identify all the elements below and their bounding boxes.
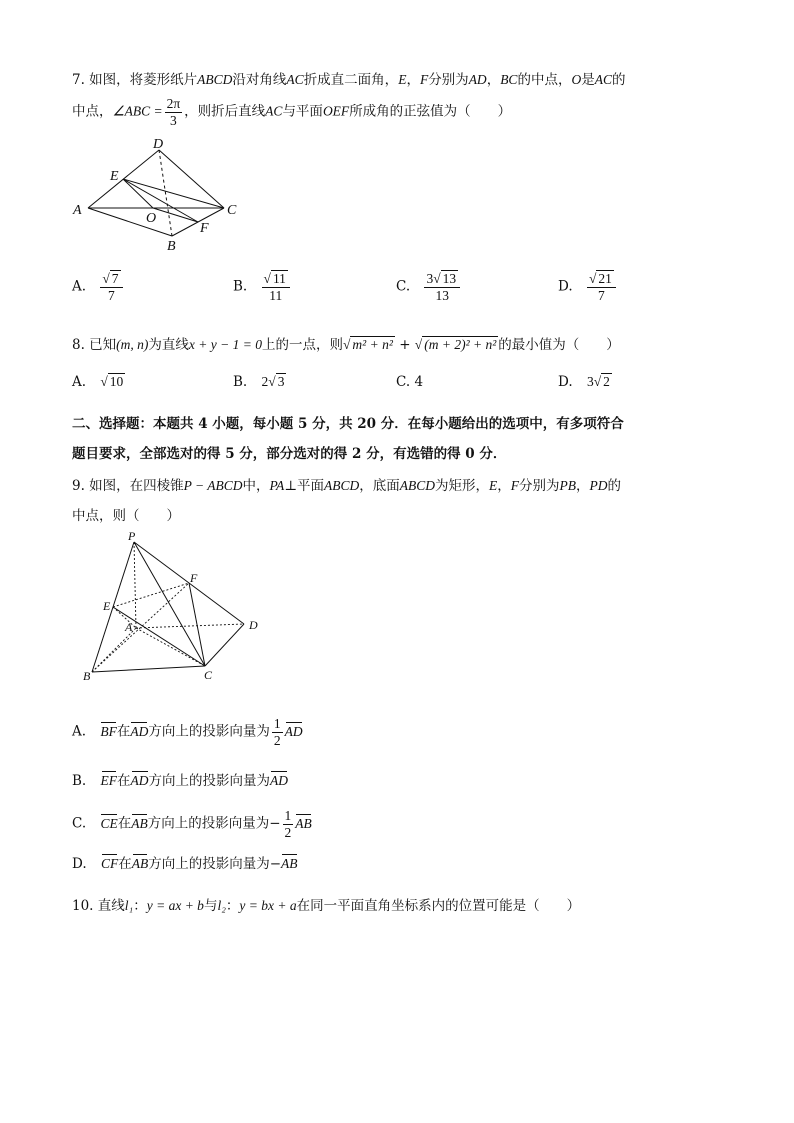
q10-eq1: y = ax + b [146, 898, 204, 913]
vector: AB [131, 813, 148, 832]
q7-e: E [398, 72, 407, 87]
q10-text: 在同一平面直角坐标系内的位置可能是（ ） [296, 898, 581, 914]
q10-text: 10. 直线 [72, 898, 125, 914]
q7-text: 的中点， [517, 72, 572, 88]
q8-text: 上的一点，则 [262, 337, 343, 353]
q8-plus: + [399, 337, 411, 353]
frac-den: 3 [170, 112, 177, 128]
edge-EF [123, 179, 198, 222]
q7-text: 7. 如图，将菱形纸片 [72, 72, 198, 88]
q8-sqrt1: √ m² + n² [343, 337, 393, 352]
q8-stem [72, 333, 620, 353]
q7-option-c[interactable] [396, 271, 462, 303]
label-C: C [204, 668, 213, 682]
q7-ac: AC [594, 72, 612, 87]
q9-line1 [72, 474, 621, 494]
q7-option-d[interactable] [558, 271, 618, 303]
vector: AD [131, 770, 149, 789]
frac-den: 7 [598, 287, 605, 303]
q8-eq: x + y − 1 = 0 [188, 337, 262, 352]
label-O: O [146, 211, 157, 226]
q7-comma: ， [406, 72, 420, 88]
q7-text: 沿对角线 [232, 72, 287, 88]
q9-pa: PA [269, 478, 285, 493]
sign: − [269, 815, 281, 832]
label-D: D [249, 618, 258, 632]
option-text: 方向上的投影向量为 [147, 815, 270, 832]
option-value: 4 [414, 374, 424, 390]
option-text: 在 [118, 856, 132, 872]
vector: AD [130, 721, 148, 740]
frac-den: 2 [273, 732, 281, 748]
vector: EF [101, 770, 118, 789]
label-F: F [200, 221, 209, 236]
q9-e: E [489, 478, 498, 493]
q9-abcd: ABCD [324, 478, 360, 493]
q9-text: 中， [242, 478, 270, 494]
q9-pabcd: P − ABCD [183, 478, 243, 493]
q7-figure [66, 136, 256, 254]
q8-option-a[interactable] [72, 374, 125, 390]
q7-o: O [571, 72, 582, 87]
edge-PA [134, 542, 136, 628]
option-label: A. [72, 723, 87, 740]
q7-angle: ∠ABC = [112, 103, 163, 119]
q7-comma: ， [486, 72, 501, 88]
q7-line2 [72, 96, 511, 128]
frac-num: 2π [166, 96, 181, 111]
option-text: 在 [117, 773, 131, 789]
vector: AD [285, 721, 303, 740]
sign: − [269, 856, 282, 872]
q7-text: 中点， [72, 103, 113, 120]
label-C: C [227, 203, 237, 218]
radicand: 2 [603, 374, 610, 389]
q10-l1: l₁ [124, 898, 134, 913]
label-P: P [128, 532, 136, 543]
q8-text: 的最小值为（ ） [498, 337, 620, 353]
option-text: 在 [116, 723, 131, 740]
label-D: D [153, 137, 164, 152]
edge-DC [159, 150, 224, 208]
q7-angle-frac [165, 96, 183, 128]
q8-option-c[interactable] [396, 374, 423, 390]
q7-bc: BC [500, 72, 518, 87]
label-F: F [190, 571, 198, 585]
option-frac [100, 271, 122, 303]
frac-num: 1 [273, 716, 281, 731]
q7-f: F [419, 72, 429, 87]
radicand: 3 [277, 374, 285, 389]
vector: BF [100, 721, 117, 740]
option-label: D. [72, 856, 87, 872]
vector: AD [270, 770, 288, 789]
label-E: E [103, 599, 111, 613]
radicand: 21 [598, 271, 612, 286]
q9-text: ⊥平面 [284, 478, 325, 494]
sqrt: 2√ 3 [261, 374, 285, 389]
q7-abcd: ABCD [197, 72, 233, 87]
radicand: (m + 2)² + n² [424, 337, 497, 352]
vector: CE [100, 813, 117, 832]
edge-EF [113, 583, 189, 607]
q7-text: 的 [611, 72, 626, 88]
edge-FC [189, 583, 205, 666]
coef: 2 [261, 374, 269, 389]
sqrt: √ 10 [100, 374, 124, 389]
q7-text: 与平面 [282, 103, 323, 120]
coef: 3 [426, 271, 434, 286]
option-text: 方向上的投影向量为 [148, 856, 270, 872]
q9-option-d[interactable] [72, 852, 298, 872]
vector: CF [101, 853, 118, 872]
q8-text: 8. 已知 [72, 337, 117, 353]
sqrt: √ 7 [102, 271, 119, 286]
q10-colon: ： [225, 898, 240, 914]
q7-line1 [72, 68, 625, 88]
vector: AB [295, 813, 312, 832]
q10-colon: ： [133, 898, 147, 914]
edge-BC [92, 666, 205, 672]
frac-den: 13 [435, 287, 450, 303]
coef-frac [272, 716, 283, 748]
q8-sqrt2: √ (m + 2)² + n² [414, 337, 497, 352]
option-label: D. [558, 374, 573, 390]
label-B: B [83, 669, 91, 682]
q9-option-b[interactable] [72, 769, 288, 789]
q9-pd: PD [589, 478, 608, 493]
q10-stem [72, 894, 580, 914]
q9-pb: PB [559, 478, 577, 493]
q9-text: 的 [607, 478, 622, 494]
q7-text: 所成角的正弦值为（ ） [349, 103, 512, 120]
edge-AD [136, 624, 244, 628]
sqrt: 3√ 2 [586, 374, 610, 389]
option-text: 方向上的投影向量为 [148, 723, 270, 740]
q9-text: 分别为 [519, 478, 560, 494]
frac-num: 1 [284, 808, 292, 823]
q9-abcd: ABCD [399, 478, 436, 493]
option-text: 在 [117, 815, 132, 832]
q7-oef: OEF [322, 103, 350, 119]
section2-line1: 二、选择题：本题共 4 小题，每小题 5 分，共 20 分．在每小题给出的选项中，有多项符合 [72, 416, 624, 432]
q7-ac: AC [286, 72, 304, 87]
sqrt: √ 21 [588, 271, 612, 286]
vector: AB [281, 853, 298, 872]
option-label: B. [233, 374, 248, 390]
option-label: C. [72, 815, 87, 832]
q10-eq2: y = bx + a [239, 898, 297, 913]
option-label: D. [558, 278, 573, 295]
radicand: 7 [111, 271, 119, 286]
option-label: A. [72, 278, 87, 295]
q9-text: 为矩形， [435, 478, 490, 494]
radicand: 11 [272, 271, 286, 286]
q7-ac: AC [265, 103, 283, 119]
option-label: A. [72, 374, 87, 390]
option-label: C. [396, 278, 411, 295]
label-A: A [125, 620, 133, 634]
vector: AB [132, 853, 149, 872]
q9-text: 9. 如图，在四棱锥 [72, 478, 184, 494]
q9-comma: ， [497, 478, 511, 494]
frac-den: 7 [108, 287, 115, 303]
radicand: 13 [442, 271, 457, 286]
q8-option-b[interactable] [233, 374, 286, 390]
option-frac [424, 271, 460, 303]
q9-option-c[interactable] [72, 808, 312, 840]
q9-f: F [510, 478, 520, 493]
q7-text: ，则折后直线 [184, 103, 266, 120]
edge-AB [88, 208, 172, 236]
q7-ad: AD [468, 72, 487, 87]
q10-l2: l₂ [217, 898, 226, 913]
q7-option-b[interactable] [233, 271, 292, 303]
q9-line2: 中点，则（ ） [72, 508, 180, 524]
option-label: B. [233, 278, 248, 295]
option-frac [587, 271, 616, 303]
q7-option-a[interactable] [72, 271, 125, 303]
edge-PC [134, 542, 205, 666]
q9-comma: ， [576, 478, 590, 494]
option-text: 方向上的投影向量为 [148, 773, 271, 789]
option-label: C. [396, 374, 411, 390]
q9-option-a[interactable] [72, 716, 303, 748]
q8-mn: (m, n) [116, 337, 149, 352]
sqrt: √ 11 [263, 271, 286, 286]
sqrt: √ 13 [433, 271, 457, 286]
frac-den: 2 [284, 824, 292, 840]
label-B: B [167, 239, 176, 254]
option-frac [262, 271, 290, 303]
q8-option-d[interactable] [558, 374, 612, 390]
q10-text: 与 [203, 898, 218, 914]
frac-den: 11 [269, 287, 283, 303]
coef-frac [283, 808, 294, 840]
q7-text: 折成直二面角， [303, 72, 399, 88]
q7-text: 分别为 [428, 72, 469, 88]
radicand: m² + n² [352, 337, 393, 352]
edge-OF [153, 208, 198, 222]
edge-CD [205, 624, 244, 666]
label-E: E [110, 169, 119, 184]
option-label: B. [72, 773, 87, 789]
label-A: A [73, 203, 82, 218]
q9-figure [78, 532, 268, 682]
edge-EC [113, 607, 205, 666]
section2-line2: 题目要求，全部选对的得 5 分，部分选对的得 2 分，有选错的得 0 分． [72, 446, 507, 462]
q8-text: 为直线 [148, 337, 189, 353]
radicand: 10 [109, 374, 124, 389]
coef: 3 [586, 374, 594, 389]
q7-text: 是 [581, 72, 595, 88]
q9-text: ，底面 [359, 478, 400, 494]
